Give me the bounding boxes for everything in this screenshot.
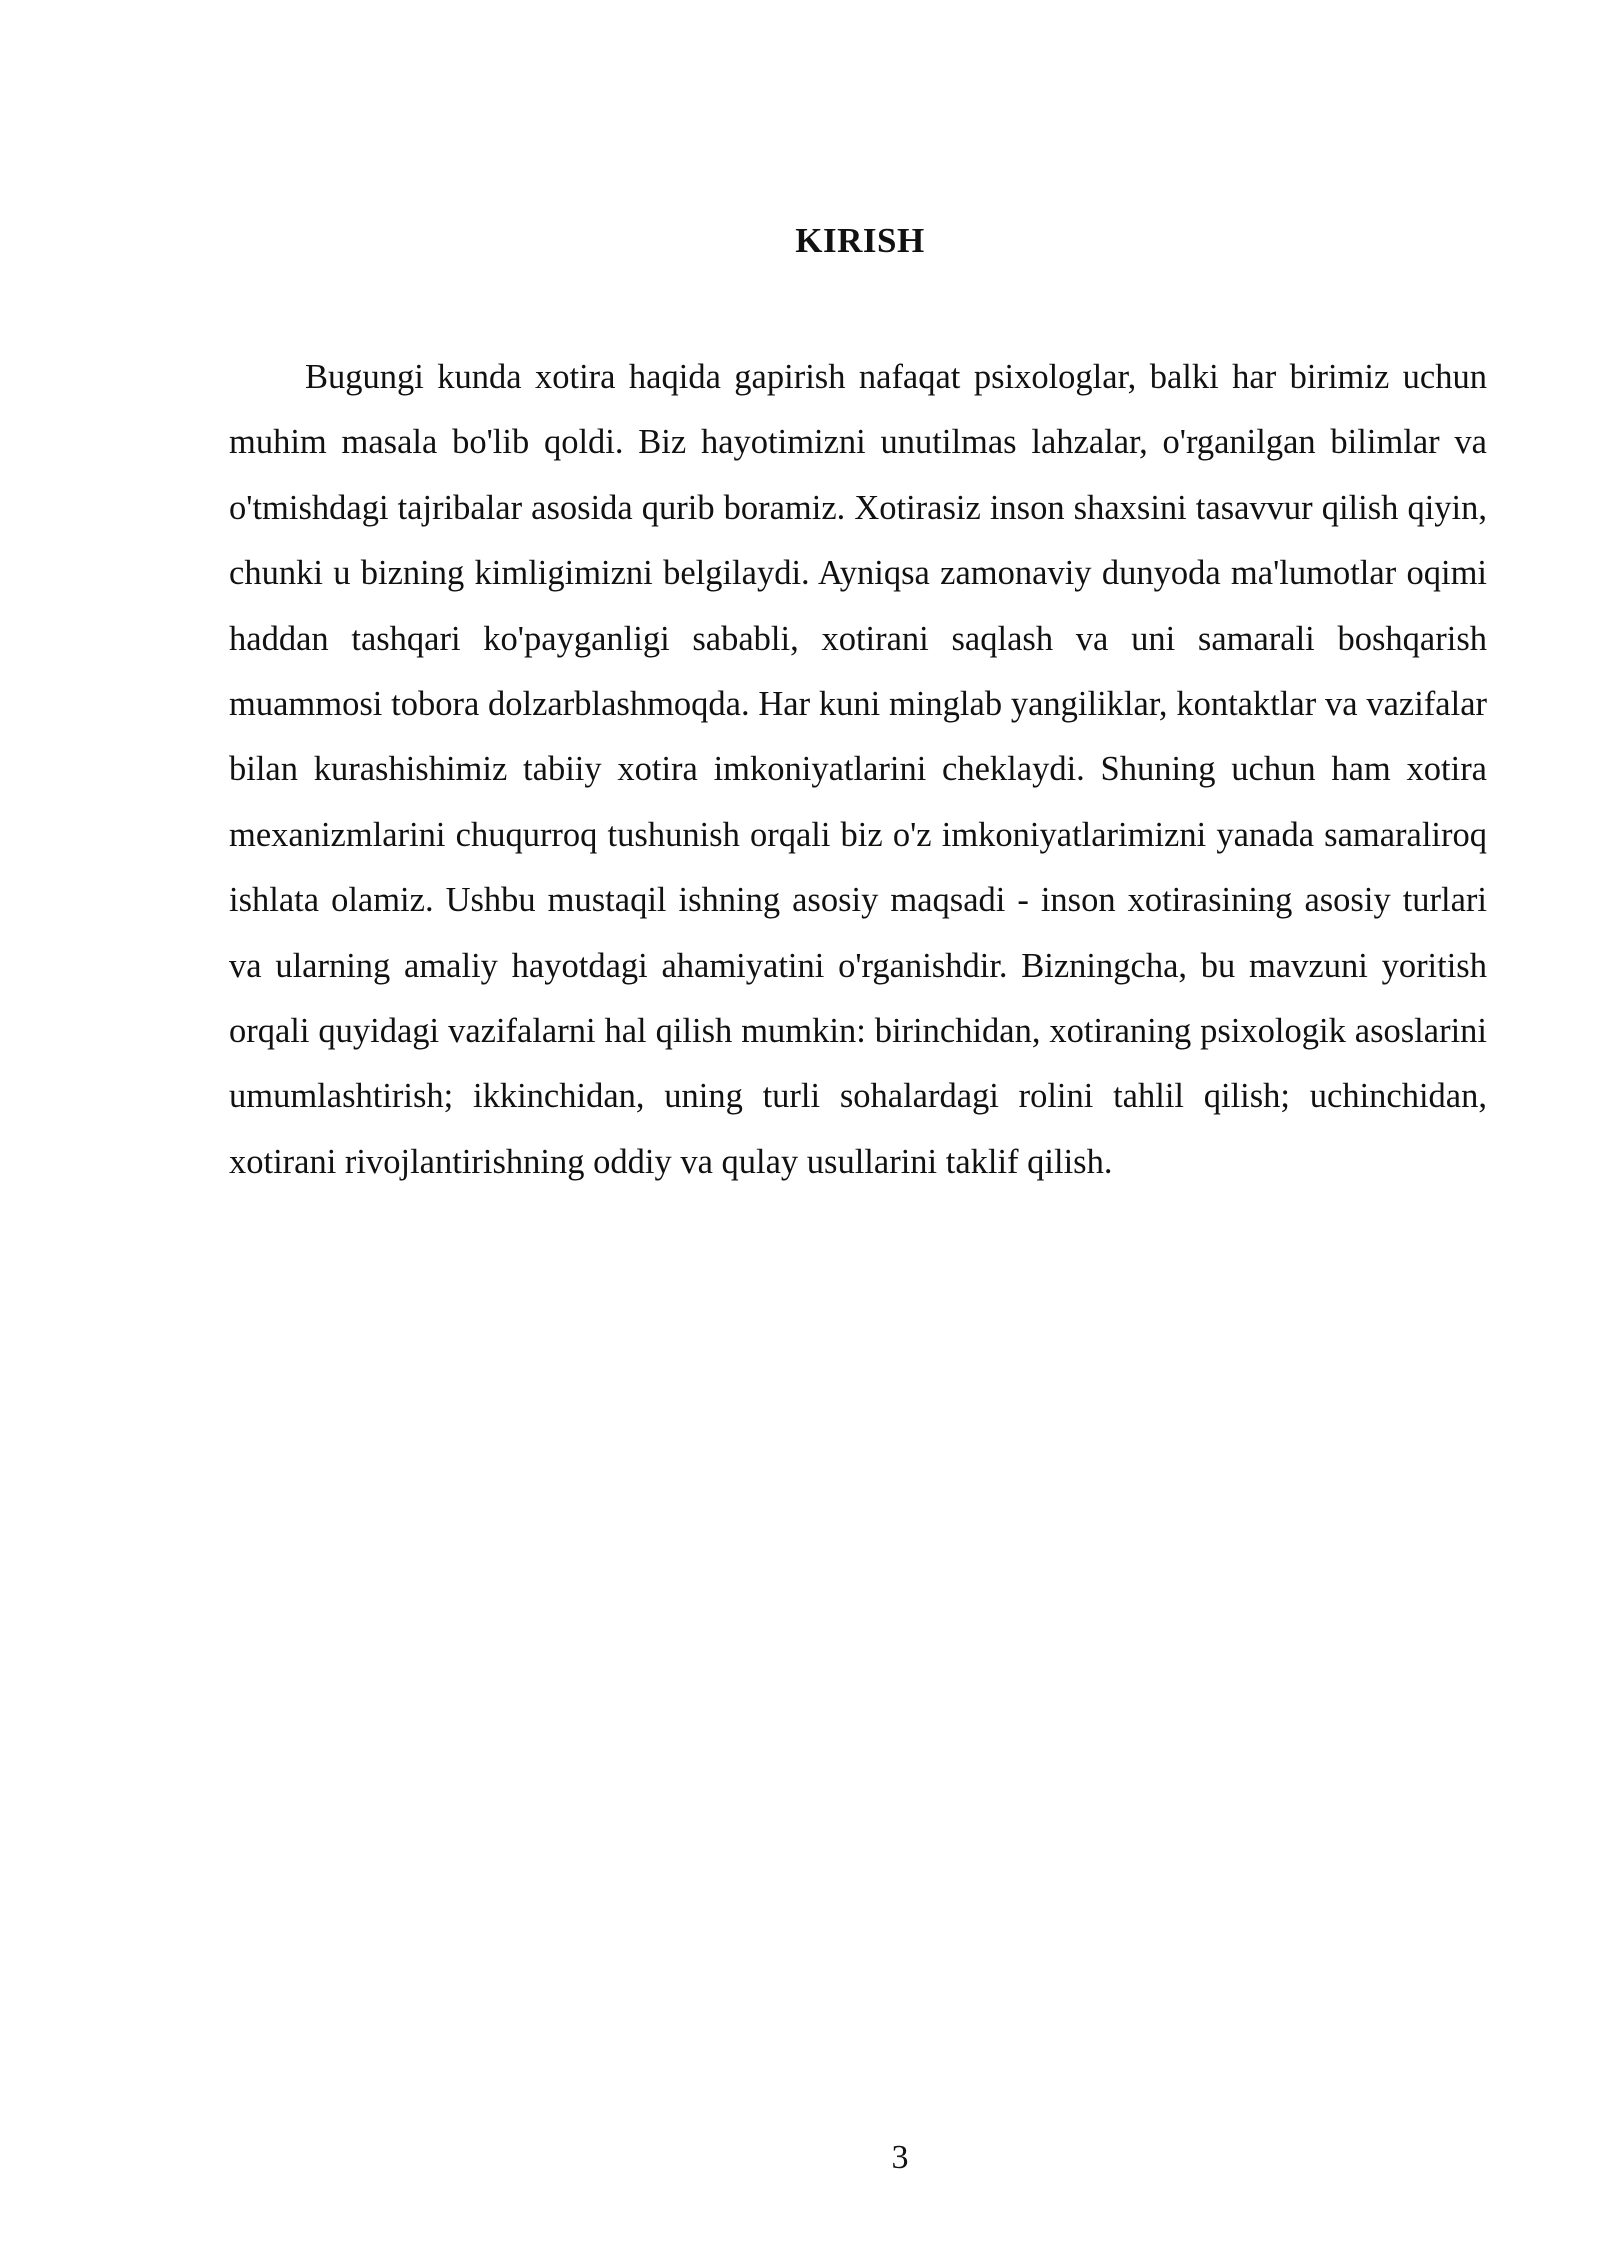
intro-paragraph: Bugungi kunda xotira haqida gapirish nafaqat psixologlar, balki har birimiz uchun muhim masala bo'lib qoldi. Biz hayotimizni unutilmas lahzalar, o'rganilgan bilimlar va o'tmishdagi tajribalar asosida qurib boramiz. Xotirasiz inson shaxsini tasavvur qilish qiyin, chunki u bizning kimligimizni belgilaydi. Ayniqsa zamonaviy dunyoda ma'lumotlar oqimi haddan tashqari ko'payganligi sababli, xotirani saqlash va uni samarali boshqarish muammosi tobora dolzarblashmoqda. Har kuni minglab yangiliklar, kontaktlar va vazifalar bilan kurashishimiz tabiiy xotira imkoniyatlarini cheklaydi. Shuning uchun ham xotira mexanizmlarini chuqurroq tushunish orqali biz o'z imkoniyatlarimizni yanada samaraliroq ishlata olamiz. Ushbu mustaqil ishning asosiy maqsadi - inson xotirasining asosiy turlari va ularning amaliy hayotdagi ahamiyatini o'rganishdir. Bizningcha, bu mavzuni yoritish orqali quyidagi vazifalarni hal qilish mumkin: birinchidan, xotiraning psixologik asoslarini umumlashtirish; ikkinchidan, uning turli sohalardagi rolini tahlil qilish; uchinchidan, xotirani rivojlantirishning oddiy va qulay usullarini taklif qilish.	[229, 358, 1487, 1181]
section-title: KIRISH	[795, 221, 925, 260]
page-number: 3	[891, 2139, 909, 2176]
